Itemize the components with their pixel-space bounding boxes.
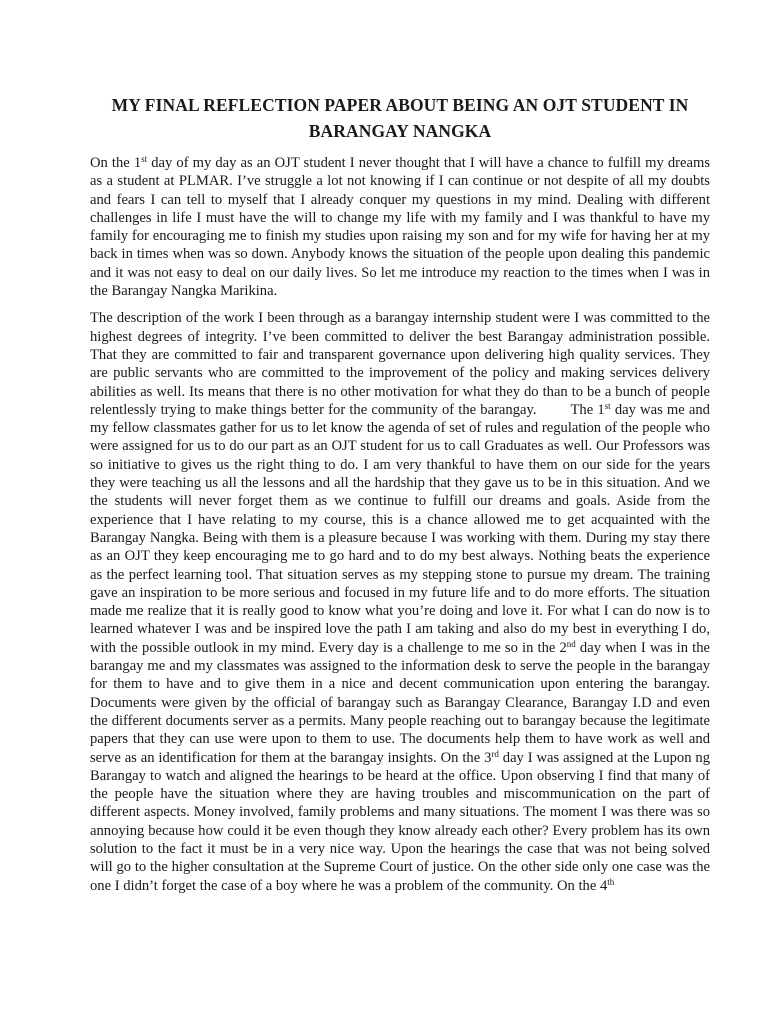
superscript-rd: rd — [491, 748, 499, 759]
paragraph-2-text-c: day was me and my fellow classmates gather for us to let know the agenda of set of rules and regulation of the people who were assigned for us to do our part as an OJT student for us to call Graduates as well. Our Professors was so initiative to gives us the right thing to do. I am very thankful to have them on our side for the years they were teaching us all the lessons and all the hardship that they gave us to be in this situation. And we the students will never forget them as we continue to fulfill our dreams and goals. Aside from the experience that I have relating to my course, this is a chance allowed me to get acquainted with the Barangay Nangka. Being with them is a pleasure because I was working with them. During my stay there as an OJT they keep encouraging me to go hard and to do my best always. Nothing beats the experience as the perfect learning tool. That situation serves as my stepping stone to pursue my dream. The training gave an inspiration to be more serious and focused in my future life and to do more efforts. The situation made me realize that it is really good to know what you’re doing and love it. For what I can do now is to learned whatever I was and be inspired love the path I am taking and also do my best in everything I do, with the possible outlook in my mind. Every day is a challenge to me so in the 2 — [90, 401, 710, 656]
paragraph-2-text-b: The 1 — [570, 401, 605, 418]
superscript-st-2: st — [604, 400, 611, 411]
superscript-nd: nd — [566, 638, 576, 649]
page-title — [90, 92, 710, 144]
paragraph-2-text-e: day I was assigned at the Lupon ng Barangay to watch and aligned the hearings to be heard at the office. Upon observing I find that many of the people have the situation where they are having troubles and miscommunication on the part of different aspects. Money involved, family problems and many situations. The moment I was there was so annoying because how could it be even though they know already each other? Every problem has its own solution to the fact it must be in a very nice way. Upon the hearings the case that was not being solved will go to the higher consultation at the Supreme Court of justice. On the other side only one case was the one I didn’t forget the case of a boy where he was a problem of the community. On the 4 — [90, 749, 710, 894]
paragraph-2 — [90, 309, 710, 895]
paragraph-2-text-a: The description of the work I been through as a barangay internship student were I was committed to the highest degrees of integrity. I’ve been committed to deliver the best Barangay administration possible. That they are committed to fair and transparent governance upon delivering high quality services. They are public servants who are committed to the improvement of the policy and making services delivery abilities as well. Its means that there is no other motivation for what they do than to be a bunch of people relentlessly trying to make things better for the community of the barangay. — [90, 310, 710, 418]
title-line-1: MY FINAL REFLECTION PAPER ABOUT BEING AN OJT STUDENT IN — [111, 95, 689, 115]
superscript-st: st — [141, 154, 148, 164]
title-line-2: BARANGAY NANGKA — [308, 121, 492, 141]
paragraph-1-text-b: day of my day as an OJT student I never thought that I will have a chance to fulfill my dreams as a student at PLMAR. I’ve struggle a lot not knowing if I can continue or not despite of all my doubts and fears I can tell to myself that I already conquer my questions in my mind. Dealing with different challenges in life I must have the will to change my life with my family and I was thankful to have my family for encouraging me to finish my studies upon raising my son and for my wife for having her at my back in times when was so down. Anybody knows the situation of the people upon dealing this pandemic and it was not easy to deal on our daily lives. So let me introduce my reaction to the times when I was in the Barangay Nangka Marikina. — [90, 155, 710, 300]
paragraph-2-text-d: day when I was in the barangay me and my classmates was assigned to the information desk to serve the people in the barangay for them to have and to give them in a nice and decent communication upon entering the barangay. Documents were given by the official of barangay such as Barangay Clearance, Barangay I.D and even the different documents server as a permits. Many people reaching out to barangay because the legitimate papers that they can use were upon to them to use. The documents help them to have work as well and serve as an identification for them at the barangay insights. On the 3 — [90, 639, 710, 766]
superscript-th: th — [607, 876, 615, 887]
paragraph-1 — [90, 154, 710, 300]
paragraph-1-text-a: On the 1 — [90, 155, 142, 171]
